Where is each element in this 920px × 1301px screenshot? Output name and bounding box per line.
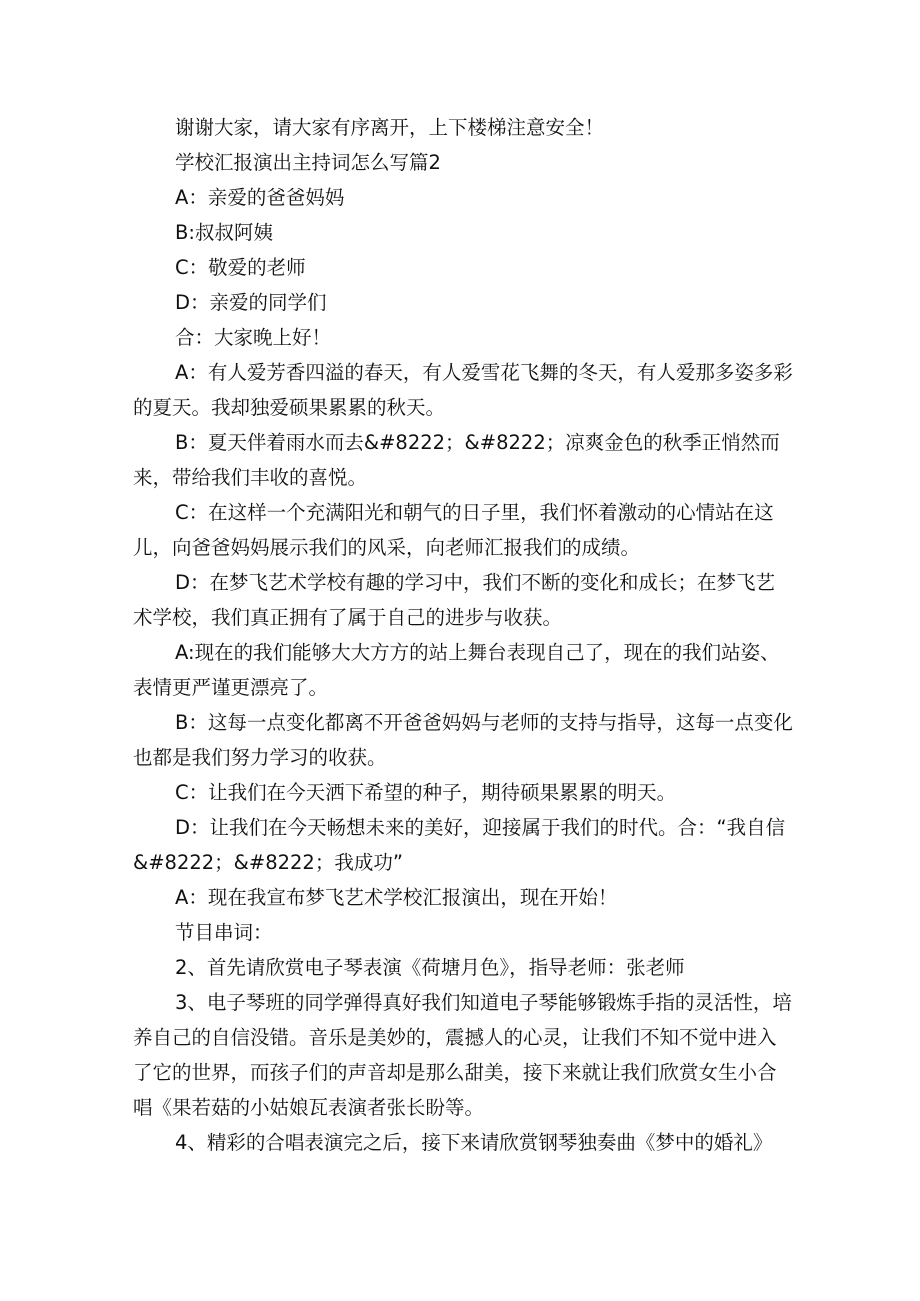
document-body: [133, 110, 793, 1160]
paragraph-host-d-growth: D：在梦飞艺术学校有趣的学习中，我们不断的变化和成长；在梦飞艺术学校，我们真正拥有了属于自己的进步与收获。: [133, 571, 776, 629]
paragraph-host-a-greeting: A：亲爱的爸爸妈妈: [175, 186, 345, 209]
paragraph-host-d-greeting: D：亲爱的同学们: [175, 291, 327, 314]
paragraph-host-a-stage: A:现在的我们能够大大方方的站上舞台表现自己了，现在的我们站姿、表情更严谨更漂亮了。: [133, 641, 780, 699]
paragraph-host-d-future: D：让我们在今天畅想未来的美好，迎接属于我们的时代。合：“我自信&#8222；&#8222；我成功”: [133, 816, 786, 874]
paragraph-program-item-3: 3、电子琴班的同学弹得真好我们知道电子琴能够锻炼手指的灵活性，培养自己的自信没错。音乐是美妙的，震撼人的心灵，让我们不知不觉中进入了它的世界，而孩子们的声音却是那么甜美，接下来就让我们欣赏女生小合唱《果若菇的小姑娘瓦表演者张长盼等。: [133, 991, 792, 1119]
paragraph-host-a-autumn: A：有人爱芳香四溢的春天，有人爱雪花飞舞的冬天，有人爱那多姿多彩的夏天。我却独爱硕果累累的秋天。: [133, 361, 793, 419]
paragraph-host-c-greeting: C：敬爱的老师: [175, 256, 306, 279]
paragraph-host-b-greeting: B:叔叔阿姨: [175, 221, 273, 244]
paragraph-host-c-showcase: C：在这样一个充满阳光和朝气的日子里，我们怀着激动的心情站在这儿，向爸爸妈妈展示我们的风采，向老师汇报我们的成绩。: [133, 501, 774, 559]
paragraph-program-item-4: 4、精彩的合唱表演完之后，接下来请欣赏钢琴独奏曲《梦中的婚礼》: [175, 1131, 773, 1154]
paragraph-host-b-harvest: B：夏天伴着雨水而去&#8222；&#8222；凉爽金色的秋季正悄然而来，带给我们丰收的喜悦。: [133, 431, 780, 489]
paragraph-host-a-announce: A：现在我宣布梦飞艺术学校汇报演出，现在开始！: [175, 886, 618, 909]
paragraph-host-b-support: B：这每一点变化都离不开爸爸妈妈与老师的支持与指导，这每一点变化也都是我们努力学习的收获。: [133, 711, 793, 769]
section-title: 学校汇报演出主持词怎么写篇2: [175, 151, 441, 174]
paragraph-program-item-2: 2、首先请欣赏电子琴表演《荷塘月色》，指导老师：张老师: [175, 956, 685, 979]
paragraph-program-heading: 节目串词：: [175, 921, 273, 944]
paragraph-closing-thanks: 谢谢大家，请大家有序离开，上下楼梯注意安全！: [175, 116, 605, 139]
paragraph-together-greeting: 合：大家晚上好！: [175, 326, 332, 349]
paragraph-host-c-hope: C：让我们在今天洒下希望的种子，期待硕果累累的明天。: [175, 781, 677, 804]
